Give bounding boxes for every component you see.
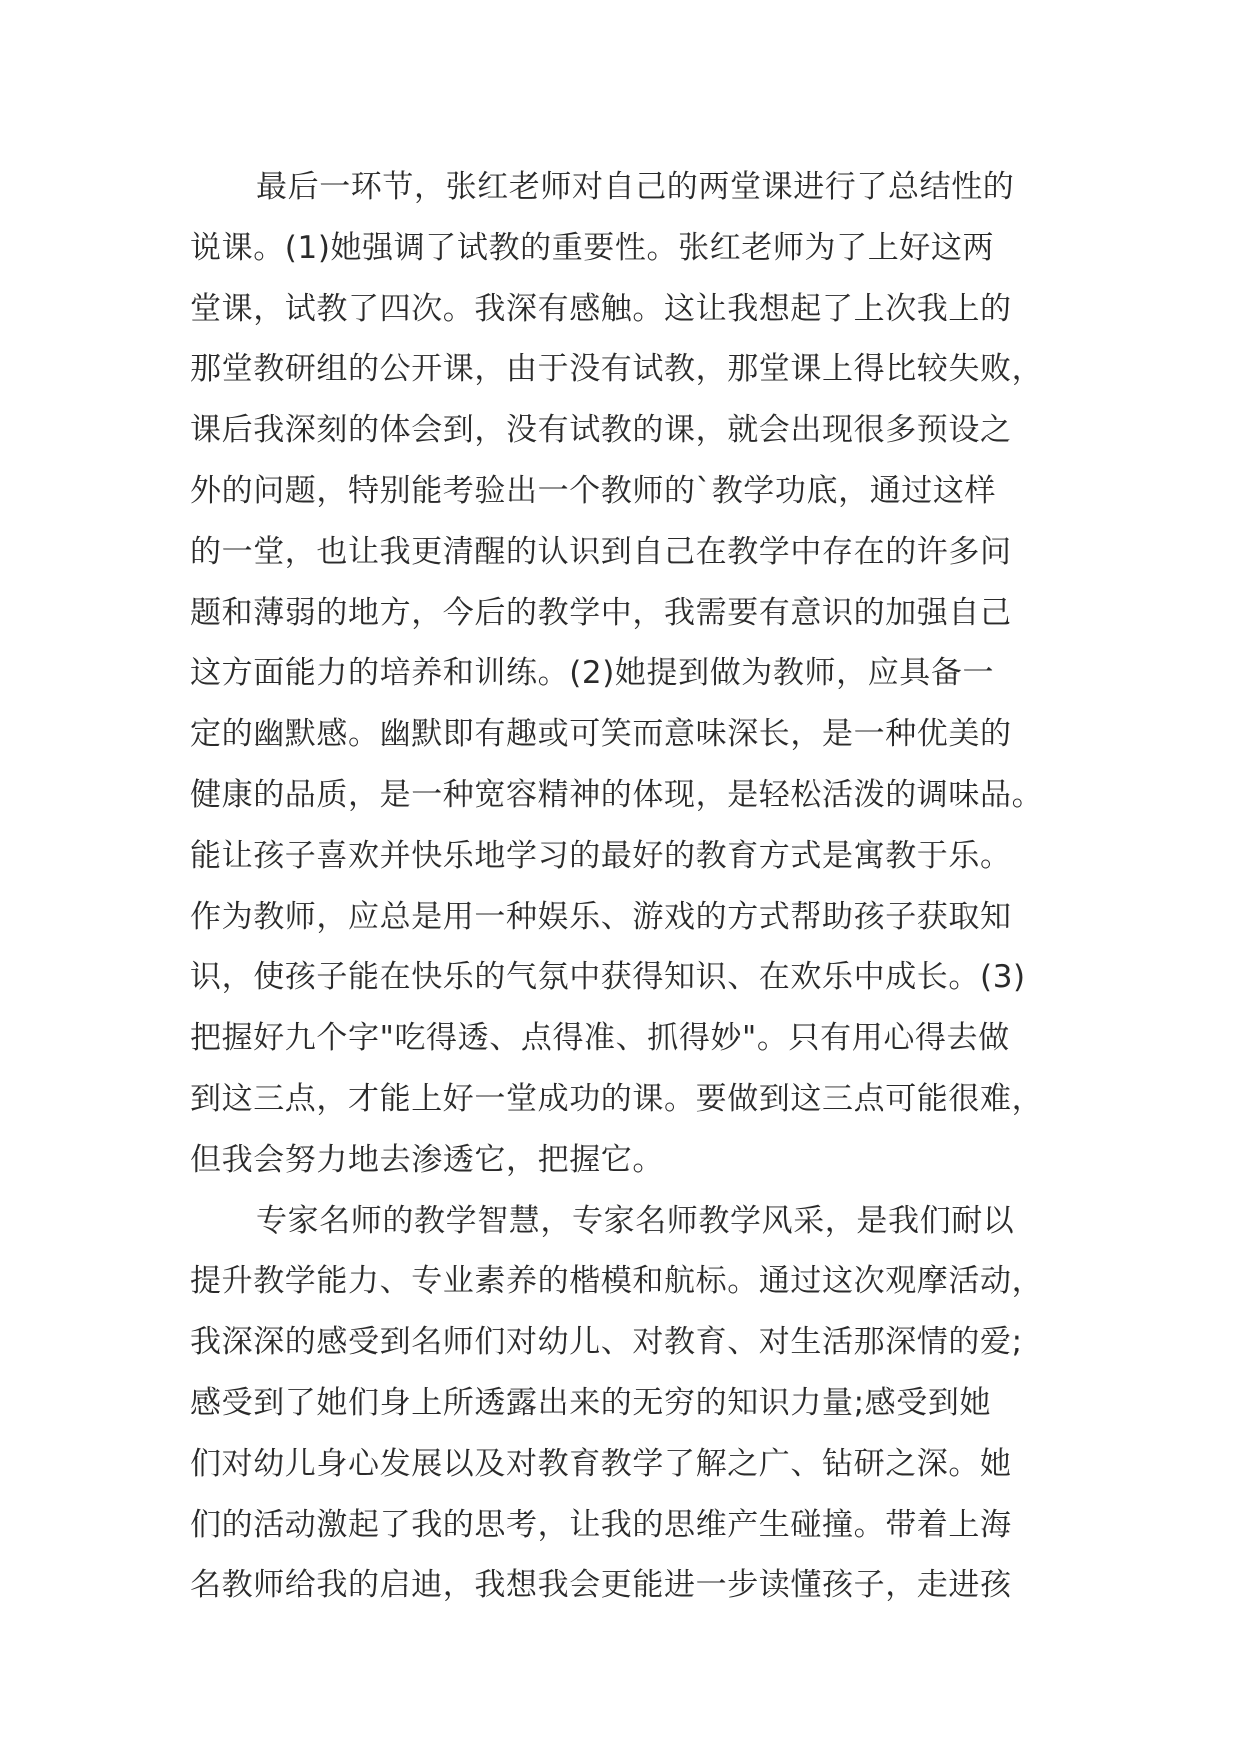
paragraph-1-line: 到这三点，才能上好一堂成功的课。要做到这三点可能很难， (190, 1080, 1044, 1117)
paragraph-2-line: 感受到了她们身上所透露出来的无穷的知识力量;感受到她 (190, 1384, 992, 1421)
paragraph-1-line: 定的幽默感。幽默即有趣或可笑而意味深长，是一种优美的 (190, 716, 1012, 753)
paragraph-1-line: 识，使孩子能在快乐的气氛中获得知识、在欢乐中成长。(3) (190, 959, 1026, 996)
paragraph-2-line: 们对幼儿身心发展以及对教育教学了解之广、钻研之深。她 (190, 1445, 1012, 1482)
paragraph-2-line: 名教师给我的启迪，我想我会更能进一步读懂孩子，走进孩 (190, 1567, 1012, 1604)
paragraph-1-line: 但我会努力地去渗透它，把握它。 (190, 1141, 664, 1178)
paragraph-1-line: 外的问题，特别能考验出一个教师的`教学功底，通过这样 (190, 472, 997, 509)
paragraph-2-line: 们的活动激起了我的思考，让我的思维产生碰撞。带着上海 (190, 1506, 1012, 1543)
paragraph-1-line: 那堂教研组的公开课，由于没有试教，那堂课上得比较失败， (190, 351, 1044, 388)
paragraph-2-line: 提升教学能力、专业素养的楷模和航标。通过这次观摩活动， (190, 1263, 1044, 1300)
paragraph-1-line: 最后一环节，张红老师对自己的两堂课进行了总结性的 (256, 169, 1015, 205)
paragraph-1-line: 题和薄弱的地方，今后的教学中，我需要有意识的加强自己 (190, 594, 1012, 631)
paragraph-2-line: 专家名师的教学智慧，专家名师教学风采，是我们耐以 (256, 1202, 1015, 1239)
paragraph-1-line: 作为教师，应总是用一种娱乐、游戏的方式帮助孩子获取知 (190, 898, 1012, 935)
paragraph-1-line: 课后我深刻的体会到，没有试教的课，就会出现很多预设之 (190, 412, 1012, 449)
paragraph-1-line: 堂课，试教了四次。我深有感触。这让我想起了上次我上的 (190, 290, 1012, 327)
body-text (190, 157, 1050, 1616)
paragraph-1-line: 的一堂，也让我更清醒的认识到自己在教学中存在的许多问 (190, 533, 1012, 570)
paragraph-1-line: 说课。(1)她强调了试教的重要性。张红老师为了上好这两 (190, 229, 995, 266)
paragraph-1-line: 健康的品质，是一种宽容精神的体现，是轻松活泼的调味品。 (190, 776, 1044, 813)
paragraph-1-line: 把握好九个字"吃得透、点得准、抓得妙"。只有用心得去做 (190, 1020, 1010, 1057)
paragraph-1-line: 这方面能力的培养和训练。(2)她提到做为教师，应具备一 (190, 655, 995, 692)
paragraph-1-line: 能让孩子喜欢并快乐地学习的最好的教育方式是寓教于乐。 (190, 837, 1012, 874)
paragraph-2-line: 我深深的感受到名师们对幼儿、对教育、对生活那深情的爱; (190, 1324, 1023, 1361)
